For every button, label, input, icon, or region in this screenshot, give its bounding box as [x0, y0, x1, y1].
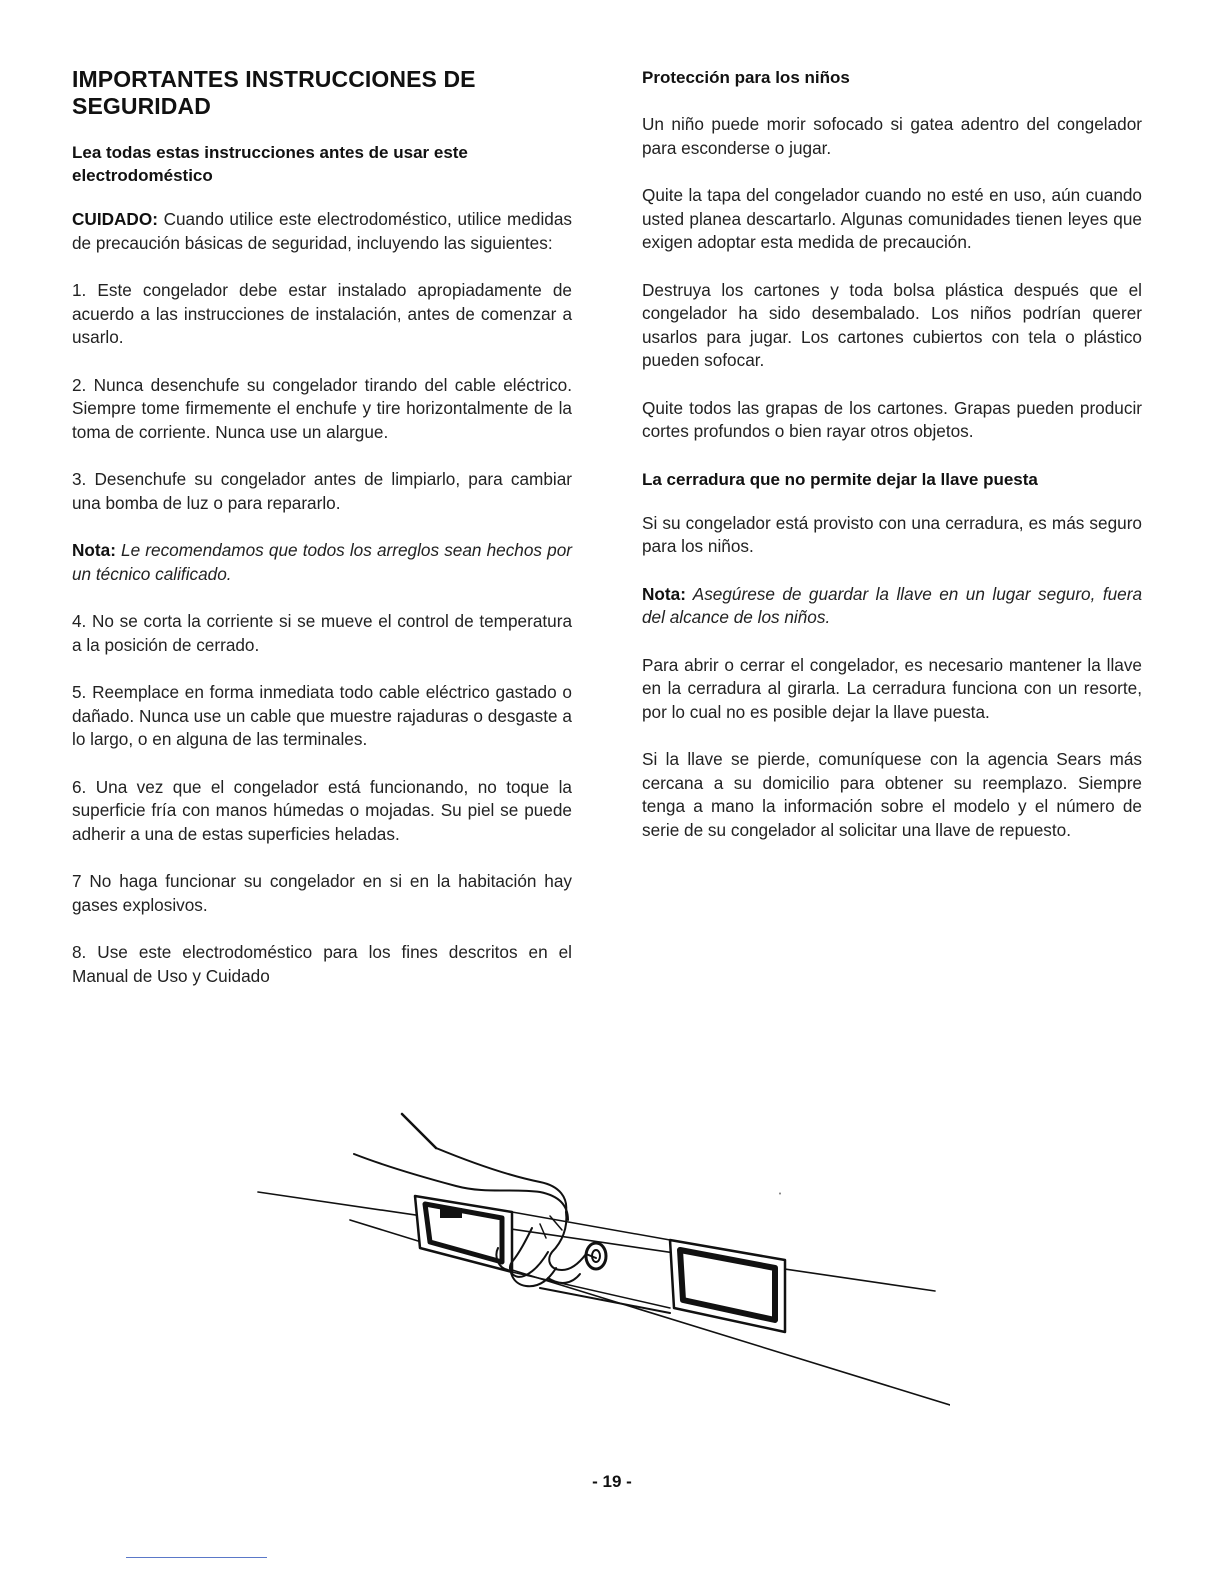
instruction-item-2: 2. Nunca desenchufe su congelador tirando del cable eléctrico. Siempre tome firmemente el enchufe y tire horizontalmente de la toma de corriente. Nunca use un alargue.: [72, 374, 572, 442]
key-note: [642, 583, 1142, 630]
instruction-item-1: 1. Este congelador debe estar instalado apropiadamente de acuerdo a las instrucciones de instalación, antes de comenzar a usarlo.: [72, 280, 572, 347]
note-label: Nota:: [72, 540, 116, 560]
child-paragraph-4: Quite todos las grapas de los cartones. Grapas pueden producir cortes profundos o bien rayar otros objetos.: [642, 397, 1142, 441]
right-column: [642, 66, 1142, 866]
instruction-item-6: 6. Una vez que el congelador está funcionando, no toque la superficie fría con manos húmedas o mojadas. Su piel se puede adherir a una de estas superficies heladas.: [72, 776, 572, 844]
instruction-item-3: 3. Desenchufe su congelador antes de limpiarlo, para cambiar una bomba de luz o para repararlo.: [72, 469, 572, 513]
lock-paragraph: Si su congelador está provisto con una cerradura, es más seguro para los niños.: [642, 512, 1142, 556]
page-number: - 19 -: [592, 1472, 632, 1491]
lock-paragraph-2: Para abrir o cerrar el congelador, es necesario mantener la llave en la cerradura al girarla. La cerradura funciona con un resorte, por lo cual no es posible dejar la llave puesta.: [642, 654, 1142, 722]
key-note-label: Nota:: [642, 583, 686, 604]
read-instructions-heading: Lea todas estas instrucciones antes de usar este electrodoméstico: [72, 143, 468, 185]
key-note-text: Asegúrese de guardar la llave en un lugar seguro, fuera del alcance de los niños.: [642, 583, 1142, 627]
lock-paragraph-3: Si la llave se pierde, comuníquese con la agencia Sears más cercana a su domicilio para obtener su reemplazo. Siempre tenga a mano la información sobre el modelo y el número de serie de su congelador al solicitar una llave de repuesto.: [642, 749, 1142, 840]
caution-paragraph: [72, 208, 572, 255]
child-paragraph-2: Quite la tapa del congelador cuando no esté en uso, aún cuando usted planea descartarlo. Algunas comunidades tienen leyes que exigen adoptar esta medida de precaución.: [642, 185, 1142, 252]
section-title: IMPORTANTES INSTRUCCIONES DE SEGURIDAD: [72, 66, 476, 119]
freezer-lock-illustration: [250, 1108, 950, 1408]
lock-heading: La cerradura que no permite dejar la llave puesta: [642, 469, 1038, 489]
instruction-item-4: 4. No se corta la corriente si se mueve el control de temperatura a la posición de cerrado.: [72, 611, 572, 655]
instruction-item-5: 5. Reemplace en forma inmediata todo cable eléctrico gastado o dañado. Nunca use un cable que muestre rajaduras o desgaste a lo largo, o en alguna de las terminales.: [72, 682, 572, 749]
child-paragraph-3: Destruya los cartones y toda bolsa plástica después que el congelador ha sido desembalado. Los niños podrían querer usarlos para jugar. Los cartones cubiertos con tela o plástico pueden sofocar.: [642, 279, 1142, 370]
child-protection-heading: Protección para los niños: [642, 68, 850, 87]
instruction-item-8: 8. Use este electrodoméstico para los fines descritos en el Manual de Uso y Cuidado: [72, 942, 572, 986]
child-paragraph-1: Un niño puede morir sofocado si gatea adentro del congelador para esconderse o jugar.: [642, 114, 1142, 158]
footer-rule: [126, 1557, 267, 1558]
caution-text: Cuando utilice este electrodoméstico, utilice medidas de precaución básicas de seguridad, incluyendo las siguientes:: [72, 209, 572, 253]
caution-label: CUIDADO:: [72, 209, 158, 229]
repair-note: [72, 539, 572, 586]
left-column: [72, 66, 572, 1012]
instruction-item-7: 7 No haga funcionar su congelador en si en la habitación hay gases explosivos.: [72, 871, 572, 915]
note-text: Le recomendamos que todos los arreglos sean hechos por un técnico calificado.: [72, 540, 572, 584]
